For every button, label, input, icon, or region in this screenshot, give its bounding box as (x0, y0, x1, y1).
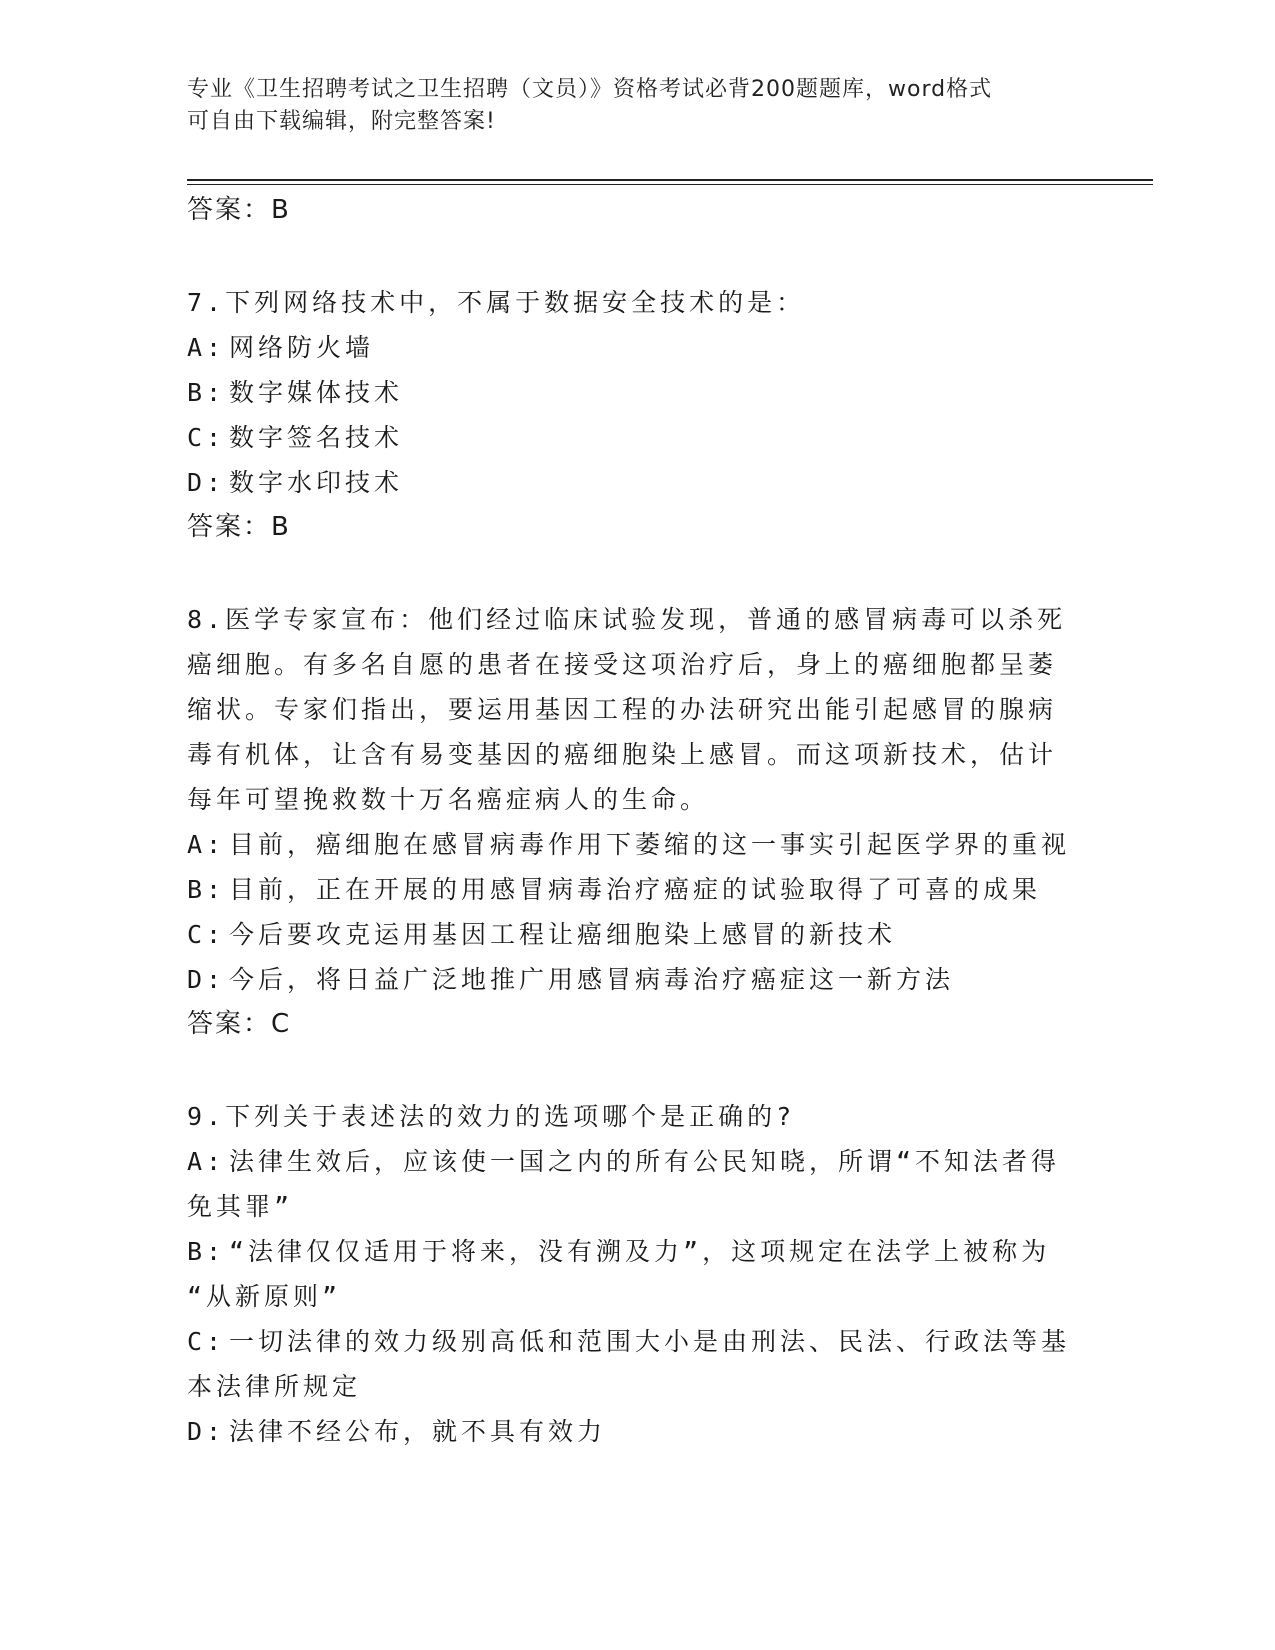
option-letter: C: (187, 423, 226, 452)
option-text: 免其罪” (187, 1192, 294, 1221)
option-line (187, 325, 1087, 370)
question-block (187, 1094, 1087, 1454)
option-letter: B: (187, 1237, 226, 1266)
header-rule-thick (187, 179, 1153, 181)
option-letter: A: (187, 1147, 226, 1176)
option-letter: D: (187, 468, 226, 497)
option-letter: C: (187, 920, 226, 949)
question-stem-line: 7.下列网络技术中，不属于数据安全技术的是： (187, 288, 806, 317)
option-line (187, 912, 1087, 957)
option-text: 网络防火墙 (229, 333, 375, 362)
option-letter: B: (187, 378, 226, 407)
option-line (187, 1364, 1087, 1409)
option-line (187, 1229, 1087, 1274)
option-line (187, 957, 1087, 1002)
option-text: 法律不经公布，就不具有效力 (229, 1417, 607, 1446)
option-text: 数字签名技术 (229, 423, 404, 452)
option-text: 本法律所规定 (187, 1372, 362, 1401)
option-text: 数字媒体技术 (229, 378, 404, 407)
option-line (187, 415, 1087, 460)
option-text: “从新原则” (187, 1282, 342, 1311)
option-line (187, 1184, 1087, 1229)
option-line (187, 822, 1087, 867)
option-letter: A: (187, 333, 226, 362)
option-text: 目前，癌细胞在感冒病毒作用下萎缩的这一事实引起医学界的重视 (229, 830, 1071, 859)
option-line (187, 1274, 1087, 1319)
question-stem-line: 8.医学专家宣布：他们经过临床试验发现，普通的感冒病毒可以杀死 (187, 605, 1067, 634)
questions-container (187, 280, 1087, 1454)
option-line (187, 1409, 1087, 1454)
question-block (187, 597, 1087, 1047)
option-text: 目前，正在开展的用感冒病毒治疗癌症的试验取得了可喜的成果 (229, 875, 1042, 904)
option-line (187, 1139, 1087, 1184)
question-stem-line: 毒有机体，让含有易变基因的癌细胞染上感冒。而这项新技术，估计 (187, 740, 1058, 769)
question-stem-line: 癌细胞。有多名自愿的患者在接受这项治疗后，身上的癌细胞都呈萎 (187, 650, 1058, 679)
question-stem-line: 9.下列关于表述法的效力的选项哪个是正确的? (187, 1102, 796, 1131)
option-letter: C: (187, 1327, 226, 1356)
option-letter: D: (187, 1417, 226, 1446)
option-text: 今后要攻克运用基因工程让癌细胞染上感冒的新技术 (229, 920, 897, 949)
question-block (187, 280, 1087, 550)
option-letter: A: (187, 830, 226, 859)
option-text: 一切法律的效力级别高低和范围大小是由刑法、民法、行政法等基 (229, 1327, 1071, 1356)
header-rule-thin (187, 184, 1153, 185)
option-text: “法律仅仅适用于将来，没有溯及力”，这项规定在法学上被称为 (229, 1237, 1051, 1266)
option-text: 数字水印技术 (229, 468, 404, 497)
question-list (187, 188, 1087, 1454)
answer-line: 答案：B (187, 512, 291, 542)
option-text: 今后，将日益广泛地推广用感冒病毒治疗癌症这一新方法 (229, 965, 955, 994)
page-header (187, 74, 1067, 138)
question-stem-line: 缩状。专家们指出，要运用基因工程的办法研究出能引起感冒的腺病 (187, 695, 1058, 724)
option-letter: D: (187, 965, 226, 994)
answer-line: 答案：C (187, 1009, 292, 1039)
header-line-2: 可自由下载编辑，附完整答案! (187, 109, 496, 134)
previous-answer: 答案：B (187, 195, 291, 225)
option-line (187, 460, 1087, 505)
question-stem-line: 每年可望挽救数十万名癌症病人的生命。 (187, 785, 710, 814)
option-line (187, 1319, 1087, 1364)
option-letter: B: (187, 875, 226, 904)
option-text: 法律生效后，应该使一国之内的所有公民知晓，所谓“不知法者得 (229, 1147, 1061, 1176)
option-line (187, 867, 1087, 912)
header-line-1: 专业《卫生招聘考试之卫生招聘（文员）》资格考试必背200题题库，word格式 (187, 77, 993, 102)
option-line (187, 370, 1087, 415)
